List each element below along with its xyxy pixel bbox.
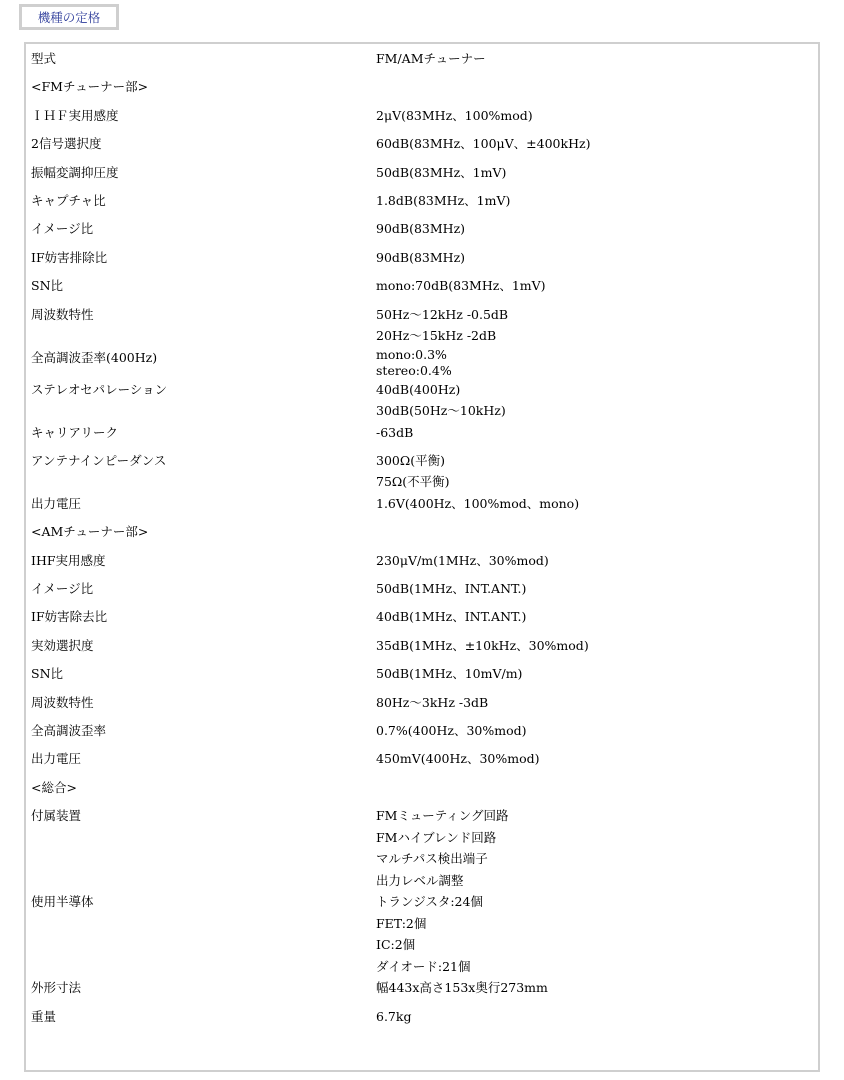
- spec-row: [26, 977, 818, 1005]
- spec-value-line: マルチパス検出端子: [376, 851, 488, 867]
- spec-value-line: 幅443x高さ153x奥行273mm: [376, 980, 548, 996]
- spec-value: [367, 635, 818, 663]
- spec-value: [367, 493, 818, 521]
- spec-row: [26, 450, 818, 493]
- spec-value-line: 230μV/m(1MHz、30%mod): [376, 552, 549, 568]
- spec-row: [26, 422, 818, 450]
- spec-value: [367, 1006, 818, 1034]
- spec-value-line: FET:2個: [376, 915, 427, 931]
- spec-value: [367, 133, 818, 161]
- spec-value-line: mono:70dB(83MHz、1mV): [376, 278, 546, 294]
- spec-row: [26, 521, 818, 549]
- spec-row: [26, 379, 818, 422]
- spec-row: [26, 777, 818, 805]
- spec-label: 外形寸法: [31, 980, 82, 996]
- spec-row: [26, 247, 818, 275]
- spec-value: [367, 275, 818, 303]
- spec-label: <AMチューナー部>: [31, 524, 149, 540]
- spec-value-line: 40dB(1MHz、INT.ANT.): [376, 609, 527, 625]
- spec-label: 付属装置: [31, 808, 82, 824]
- spec-label: 実効選択度: [31, 637, 94, 653]
- spec-label: <FMチューナー部>: [31, 79, 149, 95]
- spec-value: [367, 48, 818, 76]
- spec-label: ステレオセパレーション: [31, 381, 168, 397]
- spec-value: [367, 748, 818, 776]
- spec-value-line: stereo:0.4%: [376, 362, 452, 378]
- spec-label: 周波数特性: [31, 694, 94, 710]
- spec-value-line: 1.8dB(83MHz、1mV): [376, 192, 511, 208]
- spec-value-line: 6.7kg: [376, 1008, 412, 1024]
- spec-value-line: 50dB(1MHz、10mV/m): [376, 666, 523, 682]
- spec-label: 使用半導体: [31, 894, 94, 910]
- spec-row: [26, 493, 818, 521]
- spec-heading-box: [19, 4, 119, 30]
- spec-row: [26, 162, 818, 190]
- spec-value-line: 35dB(1MHz、±10kHz、30%mod): [376, 637, 589, 653]
- spec-row: [26, 891, 818, 977]
- spec-value-line: トランジスタ:24個: [376, 894, 483, 910]
- spec-label: IF妨害排除比: [31, 249, 108, 265]
- spec-label: SN比: [31, 278, 64, 294]
- spec-label: イメージ比: [31, 581, 94, 597]
- spec-value-line: ダイオード:21個: [376, 958, 471, 974]
- spec-label: キャリアリーク: [31, 424, 119, 440]
- spec-label: 2信号選択度: [31, 136, 102, 152]
- spec-label: SN比: [31, 666, 64, 682]
- spec-value: [367, 720, 818, 748]
- spec-value: [367, 190, 818, 218]
- spec-row: [26, 720, 818, 748]
- spec-row: [26, 218, 818, 246]
- spec-value: [367, 977, 818, 1005]
- spec-value: [367, 379, 818, 422]
- spec-label: 型式: [31, 51, 57, 66]
- spec-label: 全高調波歪率(400Hz): [31, 349, 158, 365]
- spec-value: [367, 422, 818, 450]
- spec-value-line: FMミューティング回路: [376, 808, 509, 824]
- spec-label: 周波数特性: [31, 306, 94, 322]
- spec-row: [26, 550, 818, 578]
- spec-value-line: 50Hz～12kHz -0.5dB: [376, 306, 509, 322]
- spec-label: 全高調波歪率: [31, 723, 107, 739]
- spec-value-line: 30dB(50Hz～10kHz): [376, 403, 506, 419]
- spec-row: [26, 692, 818, 720]
- spec-table-body: [26, 48, 818, 1034]
- spec-value-line: 40dB(400Hz): [376, 381, 461, 397]
- spec-value-line: 60dB(83MHz、100μV、±400kHz): [376, 136, 591, 152]
- spec-value-line: 80Hz～3kHz -3dB: [376, 694, 489, 710]
- spec-value-line: IC:2個: [376, 937, 416, 953]
- spec-row: [26, 275, 818, 303]
- spec-value-line: FM/AMチューナー: [376, 51, 486, 66]
- spec-value: [367, 450, 818, 493]
- spec-value: [367, 891, 818, 977]
- spec-value: [367, 578, 818, 606]
- spec-row: [26, 805, 818, 891]
- spec-value: [367, 606, 818, 634]
- spec-label: 出力電圧: [31, 495, 82, 511]
- spec-table: [26, 48, 818, 1034]
- spec-value-line: 450mV(400Hz、30%mod): [376, 751, 540, 767]
- spec-row: [26, 190, 818, 218]
- spec-label: <総合>: [31, 779, 77, 795]
- spec-value-line: 75Ω(不平衡): [376, 474, 450, 490]
- spec-value-line: 出力レベル調整: [376, 872, 464, 888]
- spec-label: IF妨害除去比: [31, 609, 108, 625]
- spec-row: [26, 635, 818, 663]
- spec-value-line: 90dB(83MHz): [376, 221, 466, 237]
- spec-value-line: -63dB: [376, 424, 414, 440]
- spec-value: [367, 105, 818, 133]
- spec-row: [26, 663, 818, 691]
- spec-value-line: FMハイブレンド回路: [376, 829, 497, 845]
- spec-table-frame: [24, 42, 820, 1072]
- spec-row: [26, 76, 818, 104]
- spec-row: [26, 48, 818, 76]
- spec-value: [367, 304, 818, 347]
- spec-row: [26, 1006, 818, 1034]
- spec-row: [26, 578, 818, 606]
- spec-value-line: mono:0.3%: [376, 346, 447, 362]
- spec-value-line: 2μV(83MHz、100%mod): [376, 107, 533, 123]
- spec-value-line: 20Hz～15kHz -2dB: [376, 328, 497, 344]
- spec-value: [367, 218, 818, 246]
- spec-heading: 機種の定格: [37, 10, 101, 25]
- spec-value-line: 90dB(83MHz): [376, 249, 466, 265]
- spec-row: [26, 347, 818, 379]
- spec-value: [367, 521, 818, 549]
- spec-label: キャプチャ比: [31, 192, 106, 208]
- spec-label: IHF実用感度: [31, 552, 106, 568]
- spec-row: [26, 748, 818, 776]
- spec-value: [367, 550, 818, 578]
- spec-value: [367, 777, 818, 805]
- spec-value-line: 300Ω(平衡): [376, 452, 445, 468]
- spec-value-line: 1.6V(400Hz、100%mod、mono): [376, 495, 580, 511]
- spec-label: アンテナインピーダンス: [31, 452, 167, 468]
- spec-value-line: 0.7%(400Hz、30%mod): [376, 723, 527, 739]
- spec-label: 重量: [31, 1008, 57, 1024]
- spec-row: [26, 606, 818, 634]
- spec-label: イメージ比: [31, 221, 94, 237]
- spec-value: [367, 76, 818, 104]
- spec-row: [26, 105, 818, 133]
- spec-value: [367, 247, 818, 275]
- spec-label: 出力電圧: [31, 751, 82, 767]
- spec-value-line: 50dB(1MHz、INT.ANT.): [376, 581, 527, 597]
- spec-value: [367, 347, 818, 379]
- spec-label: ＩＨＦ実用感度: [31, 107, 119, 123]
- spec-label: 振幅変調抑圧度: [31, 164, 119, 180]
- spec-value: [367, 692, 818, 720]
- spec-value-line: 50dB(83MHz、1mV): [376, 164, 507, 180]
- spec-row: [26, 133, 818, 161]
- spec-value: [367, 162, 818, 190]
- spec-row: [26, 304, 818, 347]
- spec-value: [367, 805, 818, 891]
- spec-value: [367, 663, 818, 691]
